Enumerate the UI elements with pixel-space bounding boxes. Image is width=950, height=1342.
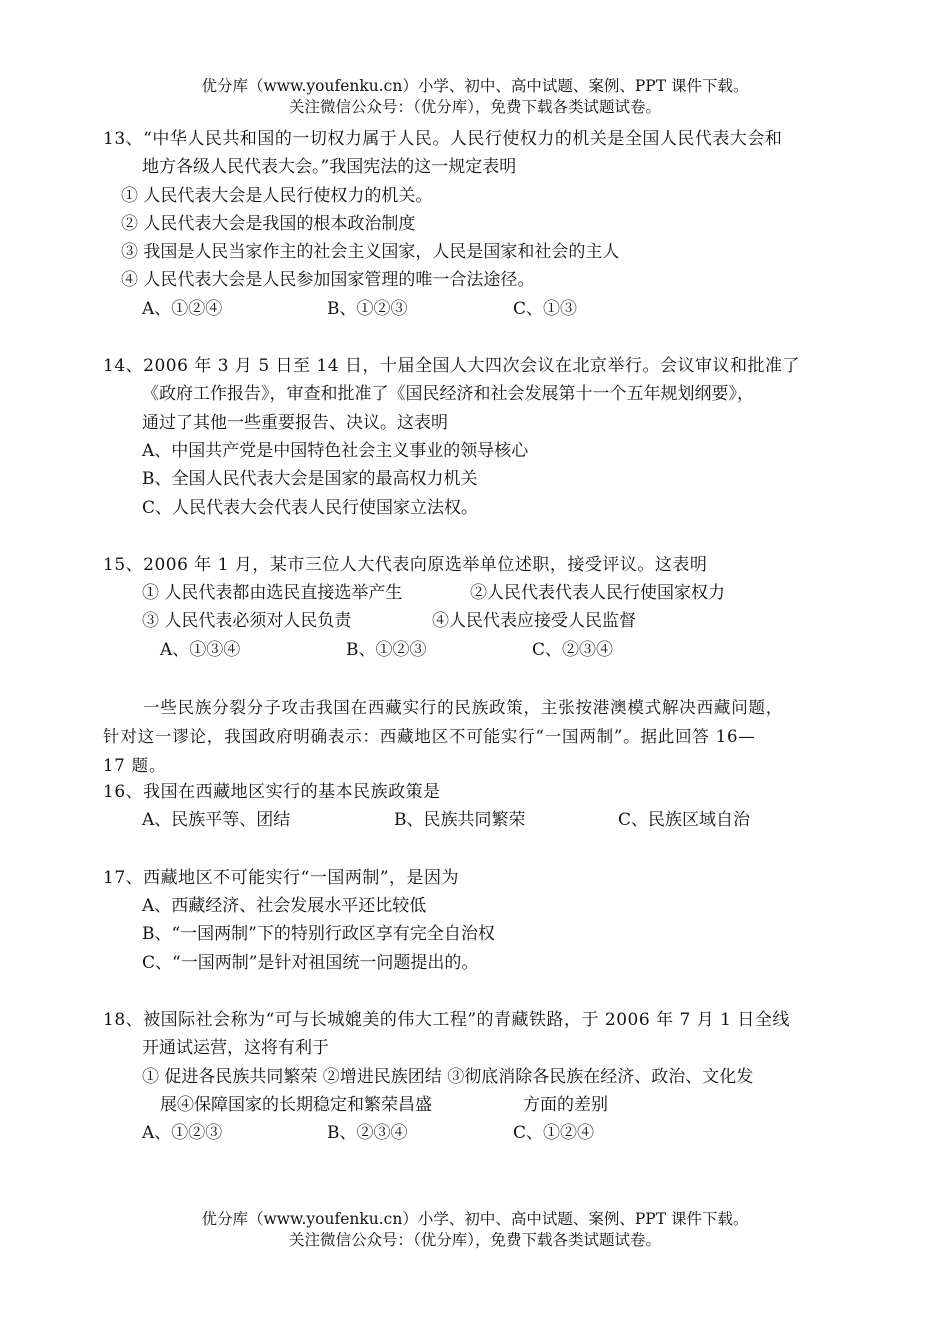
q18-items-line-2a: 展④保障国家的长期稳定和繁荣昌盛 bbox=[160, 1095, 432, 1115]
q15-stem: 15、2006 年 1 月，某市三位人大代表向原选举单位述职，接受评议。这表明 bbox=[103, 555, 708, 575]
passage-line-1: 一些民族分裂分子攻击我国在西藏实行的民族政策，主张按港澳模式解决西藏问题， bbox=[143, 698, 784, 717]
page-footer bbox=[0, 1209, 950, 1251]
reading-passage bbox=[103, 693, 863, 780]
q14-option-b: B、全国人民代表大会是国家的最高权力机关 bbox=[142, 469, 478, 489]
q18-items-line-2b: 方面的差别 bbox=[523, 1095, 608, 1115]
q17-option-a: A、西藏经济、社会发展水平还比较低 bbox=[142, 896, 427, 916]
q18-items-line-2 bbox=[0, 1093, 950, 1117]
q15-item-3: ③ 人民代表必须对人民负责 bbox=[142, 611, 352, 631]
q14-option-c: C、人民代表大会代表人民行使国家立法权。 bbox=[142, 498, 479, 518]
q15-items-row-1 bbox=[0, 581, 950, 605]
q17-option-b: B、“一国两制”下的特别行政区享有完全自治权 bbox=[142, 924, 495, 944]
q18-items-line-1: ① 促进各民族共同繁荣 ②增进民族团结 ③彻底消除各民族在经济、政治、文化发 bbox=[142, 1067, 754, 1087]
q13-options bbox=[0, 297, 950, 321]
q15-item-2: ②人民代表代表人民行使国家权力 bbox=[470, 583, 725, 603]
header-line-1: 优分库（www.youfenku.cn）小学、初中、高中试题、案例、PPT 课件下载。 bbox=[201, 77, 749, 95]
q15-options bbox=[0, 638, 950, 662]
page-header bbox=[0, 76, 950, 118]
q16-option-b: B、民族共同繁荣 bbox=[394, 810, 526, 830]
q17-option-c: C、“一国两制”是针对祖国统一问题提出的。 bbox=[142, 953, 479, 973]
q18-option-b: B、②③④ bbox=[327, 1123, 408, 1143]
q14-option-a: A、中国共产党是中国特色社会主义事业的领导核心 bbox=[142, 441, 529, 461]
q15-option-c: C、②③④ bbox=[532, 640, 614, 660]
q16-option-c: C、民族区域自治 bbox=[618, 810, 751, 830]
q18-option-a: A、①②③ bbox=[142, 1123, 223, 1143]
footer-line-1: 优分库（www.youfenku.cn）小学、初中、高中试题、案例、PPT 课件下载。 bbox=[201, 1210, 749, 1228]
q16-option-a: A、民族平等、团结 bbox=[142, 810, 291, 830]
q14-stem-line-2: 《政府工作报告》，审查和批准了《国民经济和社会发展第十一个五年规划纲要》， bbox=[142, 384, 754, 404]
q15-item-1: ① 人民代表都由选民直接选举产生 bbox=[142, 583, 403, 603]
q15-option-b: B、①②③ bbox=[346, 640, 427, 660]
q16-options bbox=[0, 808, 950, 832]
q13-stem-line-1: 13、“中华人民共和国的一切权力属于人民。人民行使权力的机关是全国人民代表大会和 bbox=[103, 129, 783, 149]
passage-line-2: 针对这一谬论，我国政府明确表示：西藏地区不可能实行“一国两制”。据此回答 16— bbox=[103, 727, 756, 746]
footer-line-2: 关注微信公众号：（优分库），免费下载各类试题试卷。 bbox=[288, 1231, 661, 1249]
header-line-2: 关注微信公众号：（优分库），免费下载各类试题试卷。 bbox=[288, 98, 661, 116]
q13-option-a: A、①②④ bbox=[142, 299, 223, 319]
q18-options bbox=[0, 1121, 950, 1145]
q18-option-c: C、①②④ bbox=[513, 1123, 595, 1143]
q13-item-1: ① 人民代表大会是人民行使权力的机关。 bbox=[121, 186, 433, 206]
q14-stem-line-3: 通过了其他一些重要报告、决议。这表明 bbox=[142, 413, 448, 433]
q15-option-a: A、①③④ bbox=[160, 640, 241, 660]
q18-stem-line-2: 开通试运营，这将有利于 bbox=[142, 1038, 329, 1058]
q14-stem-line-1: 14、2006 年 3 月 5 日至 14 日，十届全国人大四次会议在北京举行。会议审议和批准了 bbox=[103, 356, 800, 376]
q13-item-2: ② 人民代表大会是我国的根本政治制度 bbox=[121, 214, 416, 234]
passage-line-3: 17 题。 bbox=[103, 756, 167, 775]
q13-item-4: ④ 人民代表大会是人民参加国家管理的唯一合法途径。 bbox=[121, 270, 535, 290]
q18-stem-line-1: 18、被国际社会称为“可与长城媲美的伟大工程”的青藏铁路，于 2006 年 7 月 1 日全线 bbox=[103, 1010, 790, 1030]
q15-items-row-2 bbox=[0, 609, 950, 633]
q17-stem: 17、西藏地区不可能实行“一国两制”，是因为 bbox=[103, 868, 460, 888]
q16-stem: 16、我国在西藏地区实行的基本民族政策是 bbox=[103, 782, 441, 802]
q13-option-b: B、①②③ bbox=[327, 299, 408, 319]
q13-item-3: ③ 我国是人民当家作主的社会主义国家，人民是国家和社会的主人 bbox=[121, 242, 620, 262]
q13-option-c: C、①③ bbox=[513, 299, 578, 319]
q15-item-4: ④人民代表应接受人民监督 bbox=[432, 611, 636, 631]
q13-stem-line-2: 地方各级人民代表大会。”我国宪法的这一规定表明 bbox=[142, 157, 517, 177]
